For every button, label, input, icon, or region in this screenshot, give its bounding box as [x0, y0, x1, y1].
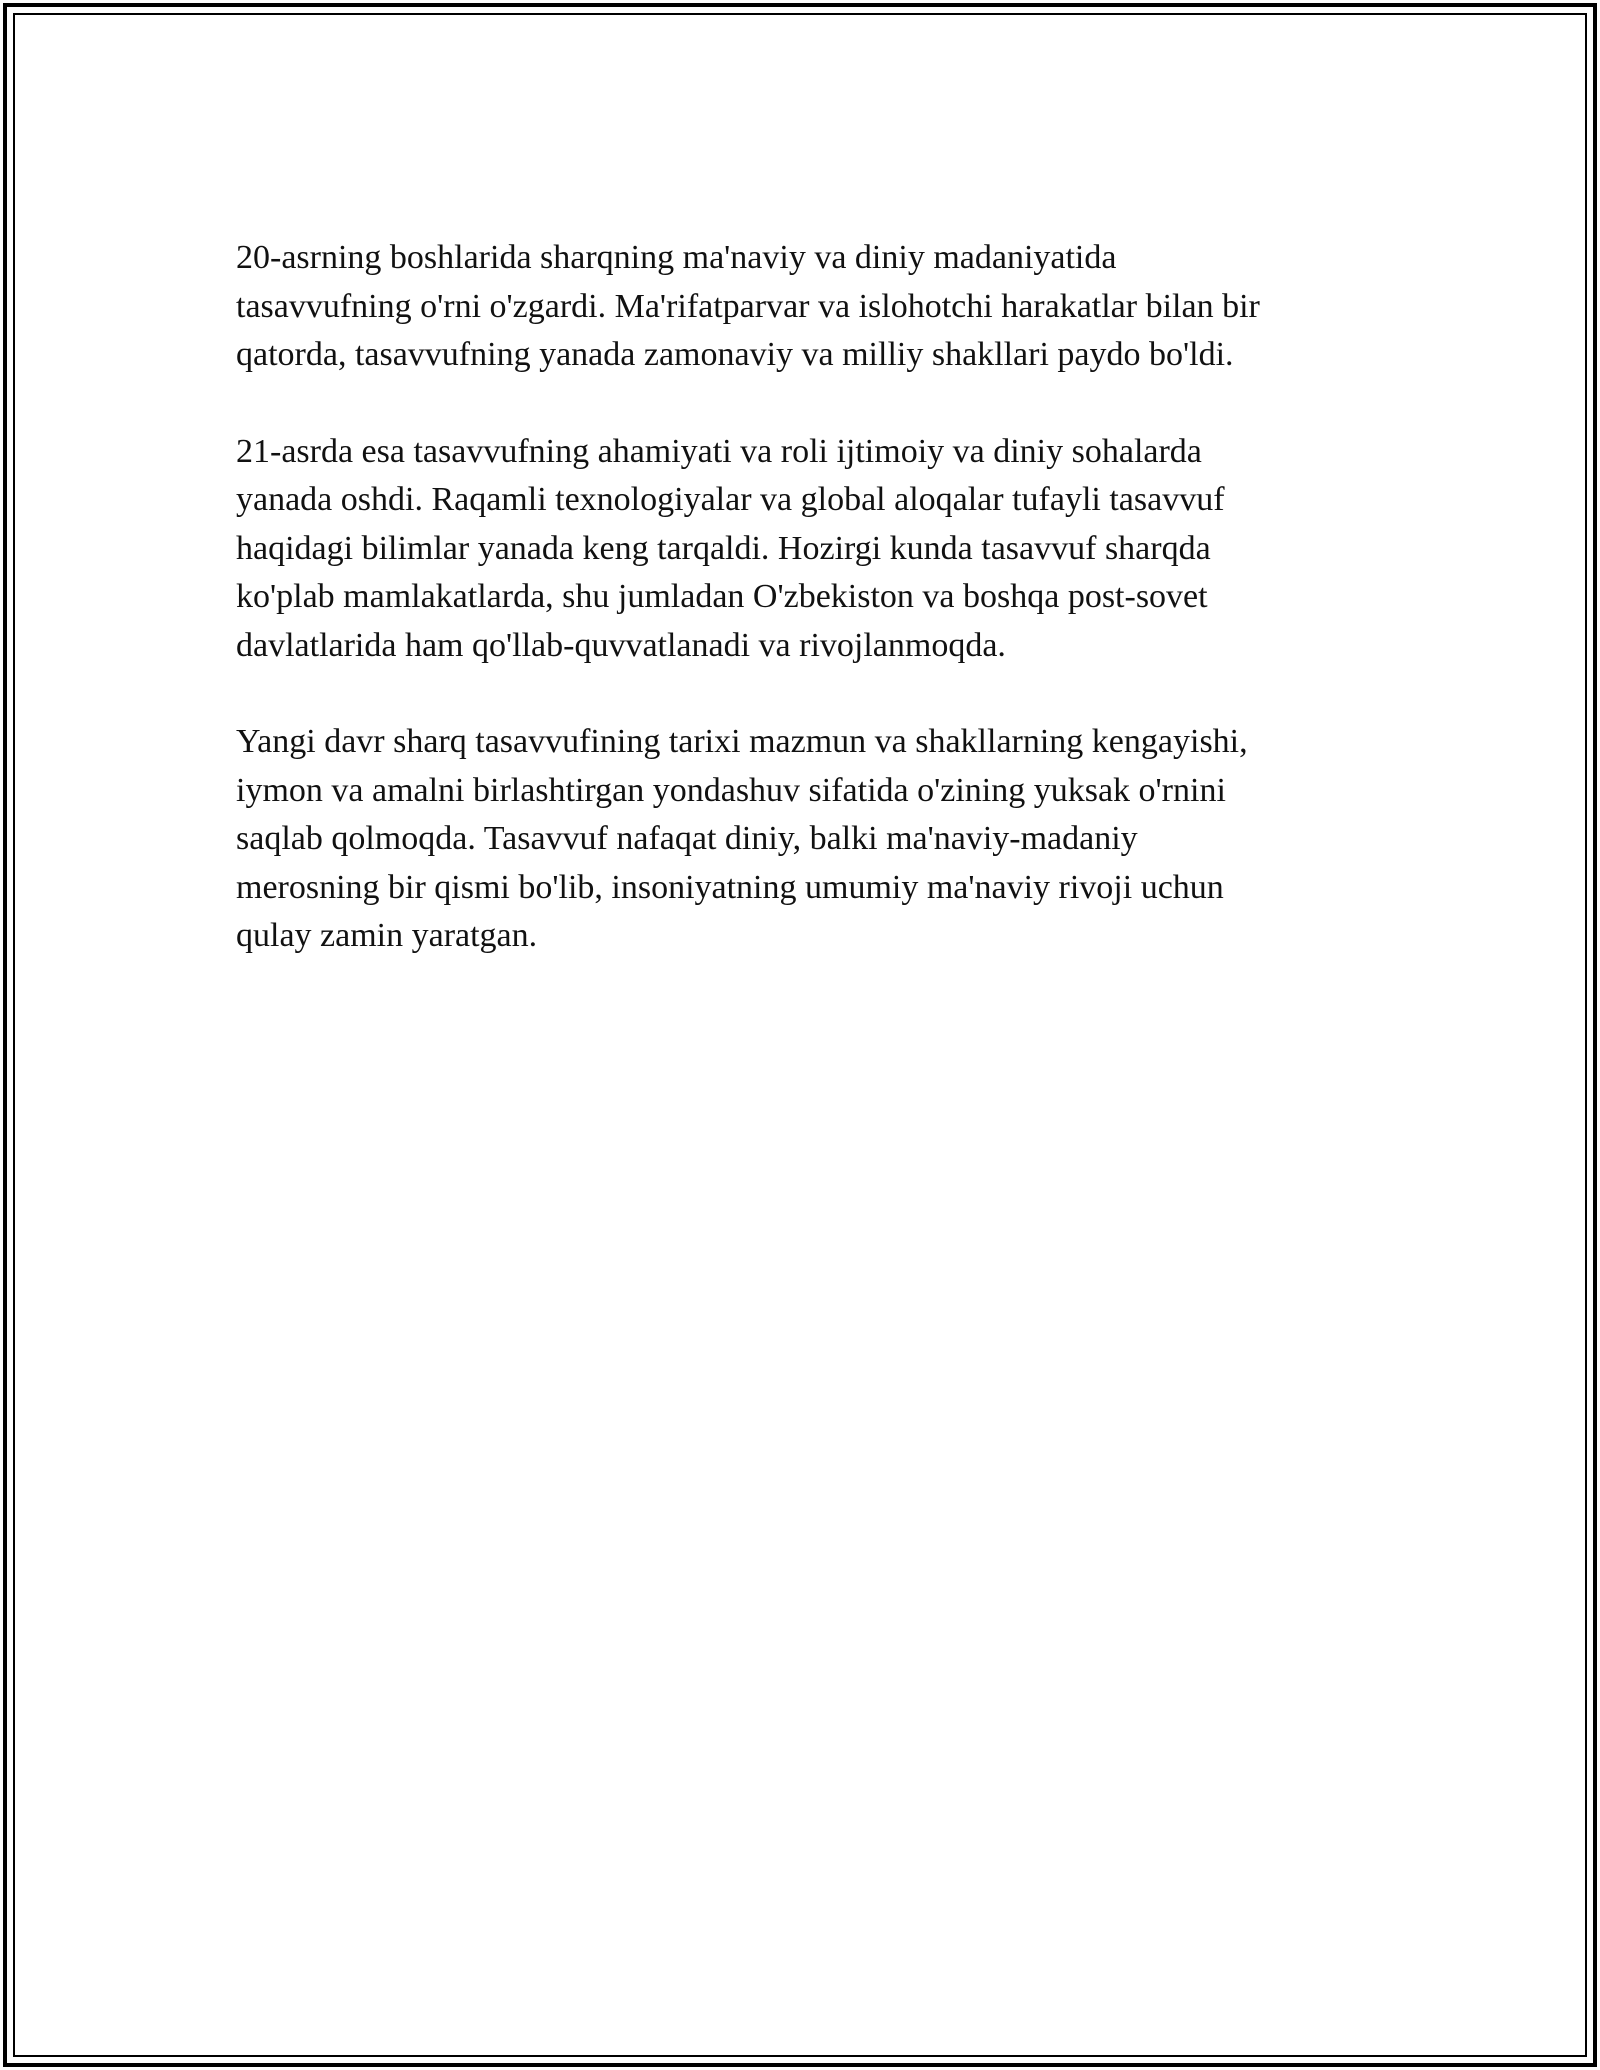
paragraph-21st-century: 21-asrda esa tasavvufning ahamiyati va roli ijtimoiy va diniy sohalarda yanada oshdi. Raqamli texnologiyalar va global aloqalar tufayli tasavvuf haqidagi bilimlar yanada keng tarqaldi. Hozirgi kunda tasavvuf sharqda ko'plab mamlakatlarda, shu jumladan O'zbekiston va boshqa post-sovet davlatlarida ham qo'llab-quvvatlanadi va rivojlanmoqda. [236, 432, 1225, 664]
document-body [236, 234, 1366, 1009]
paragraph-20th-century: 20-asrning boshlarida sharqning ma'naviy va diniy madaniyatida tasavvufning o'rni o'zgardi. Ma'rifatparvar va islohotchi harakatlar bilan bir qatorda, tasavvufning yanada zamonaviy va milliy shakllari paydo bo'ldi. [236, 239, 1260, 373]
paragraph-new-era-summary: Yangi davr sharq tasavvufining tarixi mazmun va shakllarning kengayishi, iymon va amalni birlashtirgan yondashuv sifatida o'zining yuksak o'rnini saqlab qolmoqda. Tasavvuf nafaqat diniy, balki ma'naviy-madaniy merosning bir qismi bo'lib, insoniyatning umumiy ma'naviy rivoji uchun qulay zamin yaratgan. [236, 723, 1248, 954]
